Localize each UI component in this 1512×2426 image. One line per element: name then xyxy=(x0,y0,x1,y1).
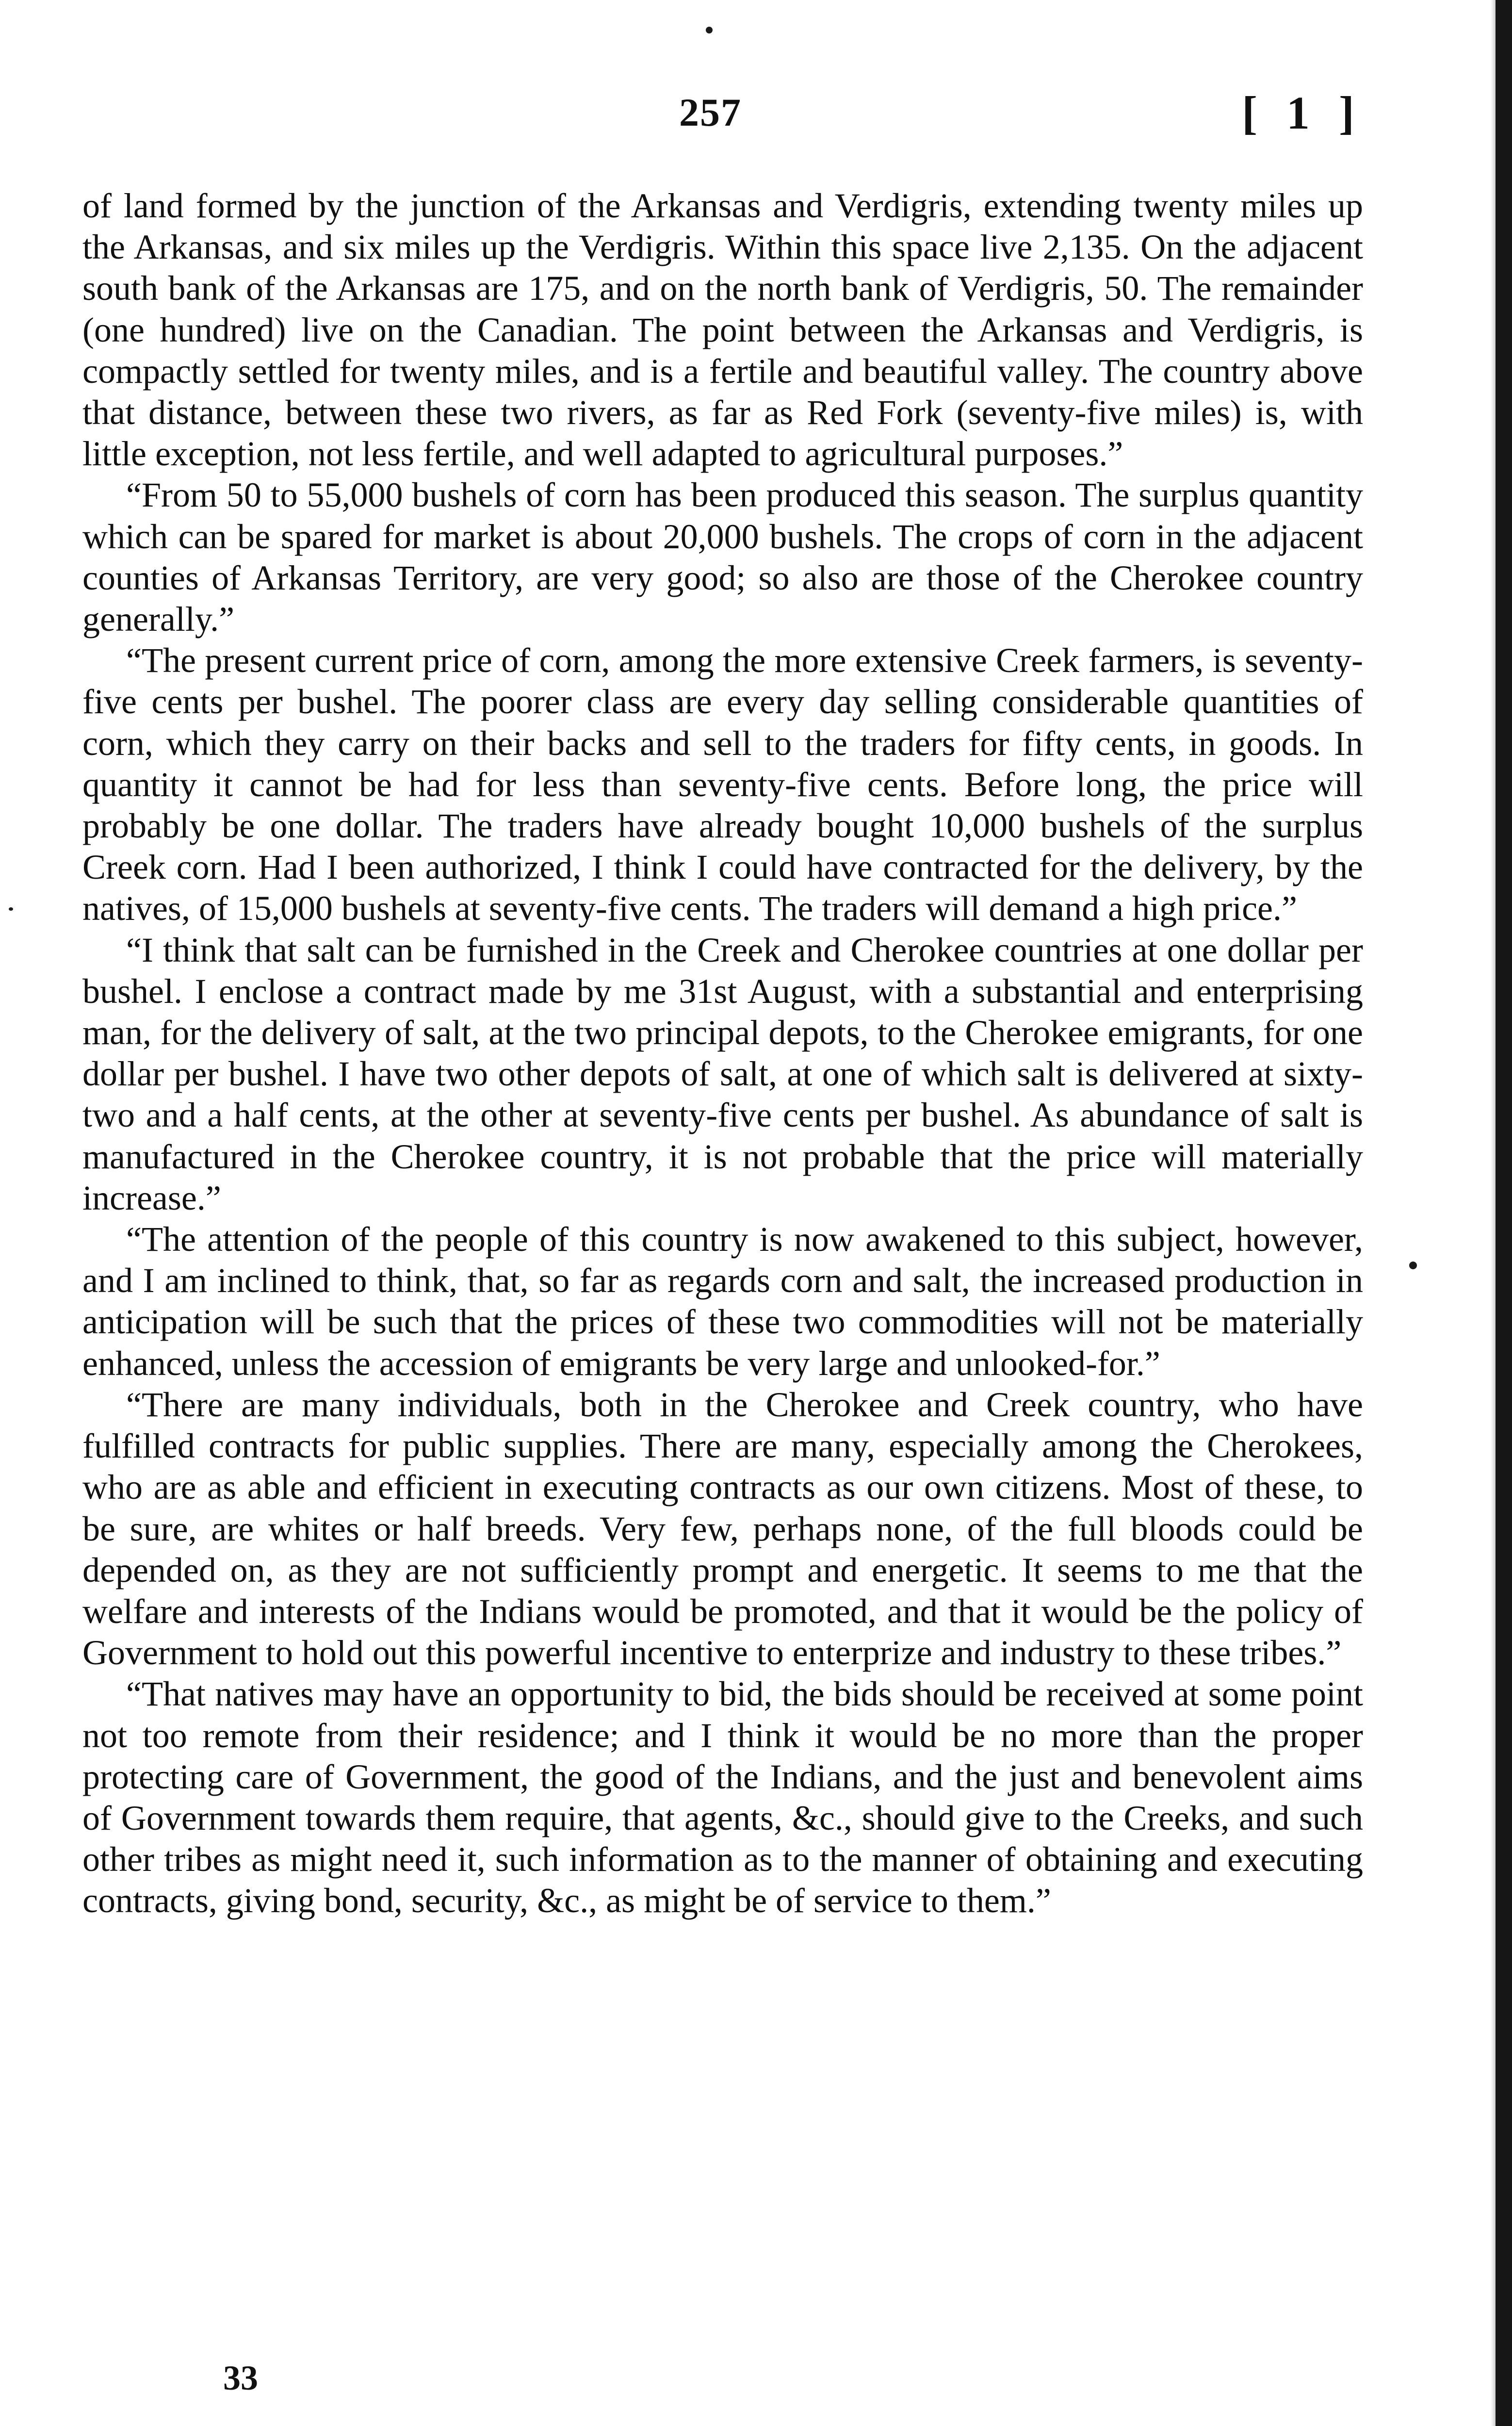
paragraph: “I think that salt can be furnished in the Creek and Cherokee countries at one dollar per bushel. I enclose a contract made by me 31st August, with a substantial and enterprising man, for the delivery of salt, at the two principal depots, to the Cherokee emigrants, for one dollar per bushel. I have two other depots of salt, at one of which salt is delivered at sixty-two and a half cents, at the other at seventy-five cents per bushel. As abundance of salt is manufactured in the Cherokee country, it is not probable that the price will materially increase.” xyxy=(82,930,1363,1217)
paragraph: “From 50 to 55,000 bushels of corn has been produced this season. The surplus quantity which can be spared for market is about 20,000 bushels. The crops of corn in the adjacent counties of Arkansas Territory, are very good; so also are those of the Cherokee country generally.” xyxy=(82,475,1363,639)
document-number: [ 1 ] xyxy=(1242,87,1363,139)
page-body xyxy=(82,185,1363,1922)
paragraph: “That natives may have an opportunity to bid, the bids should be received at some point not too remote from their residence; and I think it would be no more than the proper protecting care of Government, the good of the Indians, and the just and benevolent aims of Government towards them require, that agents, &c., should give to the Creeks, and such other tribes as might need it, such information as to the manner of obtaining and executing contracts, giving bond, security, &c., as might be of service to them.” xyxy=(82,1674,1363,1920)
paragraph: “The attention of the people of this country is now awakened to this subject, however, and I am inclined to think, that, so far as regards corn and salt, the increased production in anticipation will be such that the prices of these two commodities will not be materially enhanced, unless the accession of emigrants be very large and unlooked-for.” xyxy=(82,1220,1363,1383)
scan-speck xyxy=(706,27,713,33)
scan-speck xyxy=(1409,1262,1417,1269)
scan-speck xyxy=(9,907,13,911)
page-number: 257 xyxy=(679,90,742,134)
paragraph: “The present current price of corn, among the more extensive Creek farmers, is seventy-five cents per bushel. The poorer class are every day selling considerable quantities of corn, which they carry on their backs and sell to the traders for fifty cents, in goods. In quantity it cannot be had for less than seventy-five cents. Before long, the price will probably be one dollar. The traders have already bought 10,000 bushels of the surplus Creek corn. Had I been authorized, I think I could have contracted for the delivery, by the natives, of 15,000 bushels at seventy-five cents. The traders will demand a high price.” xyxy=(82,641,1363,928)
paragraph: “There are many individuals, both in the Cherokee and Creek country, who have fulfilled contracts for public supplies. There are many, especially among the Cherokees, who are as able and efficient in executing contracts as our own citizens. Most of these, to be sure, are whites or half breeds. Very few, perhaps none, of the full bloods could be depended on, as they are not sufficiently prompt and energetic. It seems to me that the welfare and interests of the Indians would be promoted, and that it would be the policy of Government to hold out this powerful incentive to enterprize and industry to these tribes.” xyxy=(82,1385,1363,1672)
signature-mark: 33 xyxy=(223,2359,258,2397)
paragraph-continued: of land formed by the junction of the Arkansas and Verdigris, extending twenty miles up the Arkansas, and six miles up the Verdigris. Within this space live 2,135. On the adjacent south bank of the Arkansas are 175, and on the north bank of Verdigris, 50. The remainder (one hundred) live on the Canadian. The point between the Arkansas and Verdigris, is compactly settled for twenty miles, and is a fertile and beautiful valley. The country above that distance, between these two rivers, as far as Red Fork (seventy-five miles) is, with little exception, not less fertile, and well adapted to agricultural purposes.” xyxy=(82,186,1363,474)
page-edge-shadow xyxy=(1491,0,1496,2426)
page-header xyxy=(82,87,1363,163)
page-edge xyxy=(1496,0,1512,2426)
